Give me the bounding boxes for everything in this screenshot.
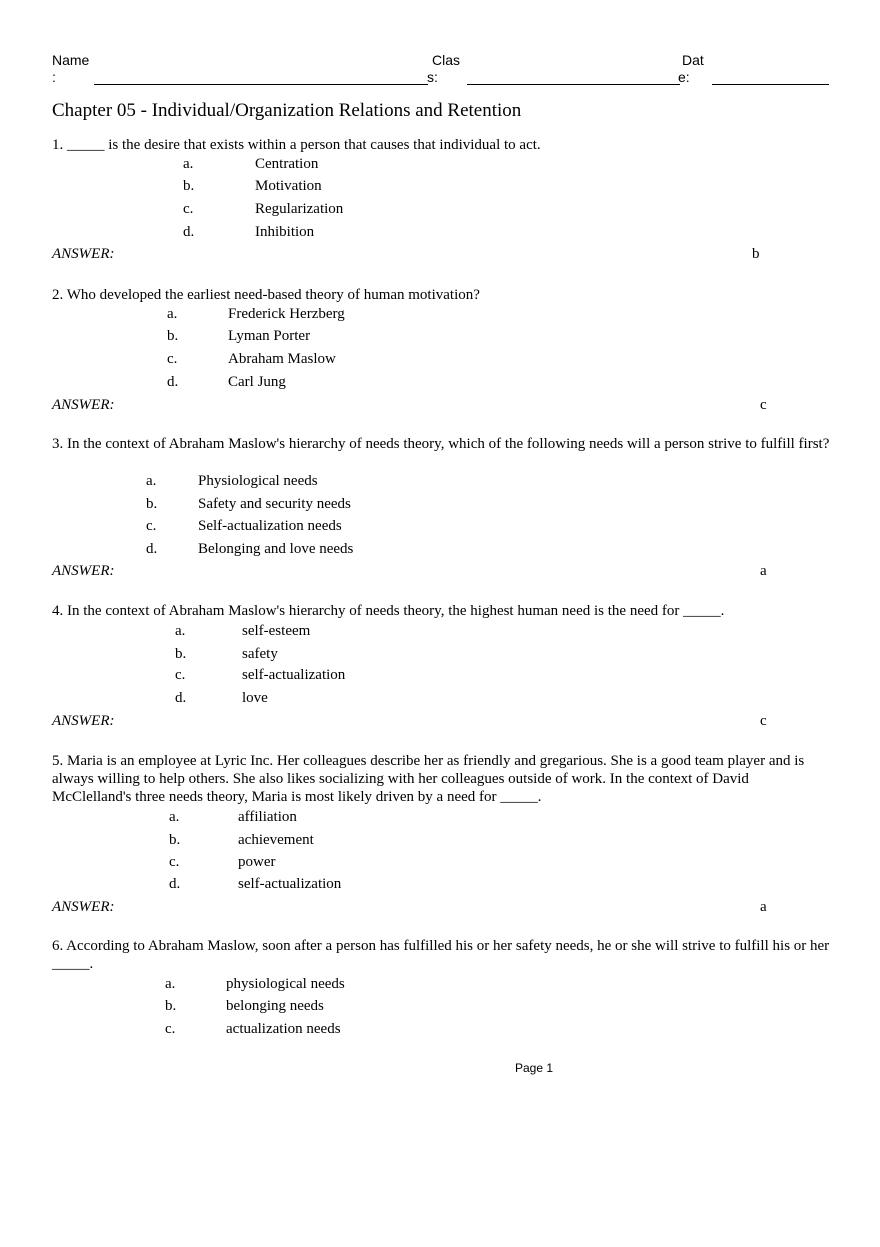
q6-option-a-letter: a. [165,976,176,992]
q4-option-c-letter: c. [175,667,186,683]
q4-option-d-text: love [242,690,268,706]
q2-option-a-letter: a. [167,306,178,322]
q4-option-c-text: self-actualization [242,667,346,683]
page-title: Chapter 05 - Individual/Organization Relations and Retention [52,100,522,121]
q3-option-a-letter: a. [146,473,157,489]
q3-option-c-text: Self-actualization needs [198,518,342,534]
q1-option-d-letter: d. [183,224,195,240]
q2-answer-label: ANSWER: [52,397,115,413]
q4-option-a-letter: a. [175,623,186,639]
q6-option-b-text: belonging needs [226,998,324,1014]
question-1-text: 1. _____ is the desire that exists within a person that causes that individual to act. [52,137,541,153]
q3-option-b-letter: b. [146,496,158,512]
q1-option-a-text: Centration [255,156,319,172]
q4-option-b-text: safety [242,646,278,662]
class-field[interactable] [467,84,680,85]
q1-option-d-text: Inhibition [255,224,315,240]
q6-option-b-letter: b. [165,998,177,1014]
q3-option-b-text: Safety and security needs [198,496,351,512]
q1-option-a-letter: a. [183,156,194,172]
q3-option-c-letter: c. [146,518,157,534]
q3-option-d-text: Belonging and love needs [198,541,354,557]
q3-answer-label: ANSWER: [52,563,115,579]
q5-option-d-text: self-actualization [238,876,342,892]
q5-answer-value: a [760,899,767,915]
q5-option-a-letter: a. [169,809,180,825]
q5-option-b-letter: b. [169,832,181,848]
q2-option-c-letter: c. [167,351,178,367]
q4-answer-value: c [760,713,767,729]
q4-answer-label: ANSWER: [52,713,115,729]
question-3-text: 3. In the context of Abraham Maslow's hierarchy of needs theory, which of the following needs will a person strive to fulfill first? [52,436,830,452]
q5-option-a-text: affiliation [238,809,297,825]
date-field[interactable] [712,84,829,85]
q5-option-c-letter: c. [169,854,180,870]
date-label: Dat [682,52,704,68]
q1-answer-value: b [752,246,760,262]
question-2-text: 2. Who developed the earliest need-based theory of human motivation? [52,287,480,303]
q5-option-c-text: power [238,854,276,870]
q5-answer-label: ANSWER: [52,899,115,915]
name-label: Name [52,52,90,68]
q2-option-a-text: Frederick Herzberg [228,306,345,322]
q2-option-b-text: Lyman Porter [228,328,311,344]
q3-option-a-text: Physiological needs [198,473,318,489]
q2-option-b-letter: b. [167,328,179,344]
q3-option-d-letter: d. [146,541,158,557]
q1-option-c-letter: c. [183,201,194,217]
page-number: Page 1 [515,1061,554,1075]
class-label-suffix: s: [427,69,438,85]
q4-option-b-letter: b. [175,646,187,662]
question-5-text: 5. Maria is an employee at Lyric Inc. Her colleagues describe her as friendly and gregarious. She is a good team player and is always willing to help others. She also likes socializing with her colleagues outside of work. In the context of David McClelland's three needs theory, Maria is most likely driven by a need for _____. [52,753,805,805]
q1-option-b-text: Motivation [255,178,322,194]
q2-option-d-text: Carl Jung [228,374,286,390]
question-6-text: 6. According to Abraham Maslow, soon after a person has fulfilled his or her safety needs, he or she will strive to fulfill his or her _____. [52,938,830,972]
q6-option-c-letter: c. [165,1021,176,1037]
q1-answer-label: ANSWER: [52,246,115,262]
q2-option-c-text: Abraham Maslow [228,351,336,367]
q2-option-d-letter: d. [167,374,179,390]
name-label-colon: : [52,69,56,85]
name-field[interactable] [94,84,428,85]
q4-option-a-text: self-esteem [242,623,311,639]
q5-option-d-letter: d. [169,876,181,892]
q6-option-a-text: physiological needs [226,976,345,992]
q4-option-d-letter: d. [175,690,187,706]
q2-answer-value: c [760,397,767,413]
q3-answer-value: a [760,563,767,579]
class-label: Clas [432,52,461,68]
q1-option-b-letter: b. [183,178,195,194]
q5-option-b-text: achievement [238,832,314,848]
q1-option-c-text: Regularization [255,201,344,217]
question-4-text: 4. In the context of Abraham Maslow's hierarchy of needs theory, the highest human need is the need for _____. [52,603,725,619]
date-label-suffix: e: [678,69,690,85]
q6-option-c-text: actualization needs [226,1021,341,1037]
